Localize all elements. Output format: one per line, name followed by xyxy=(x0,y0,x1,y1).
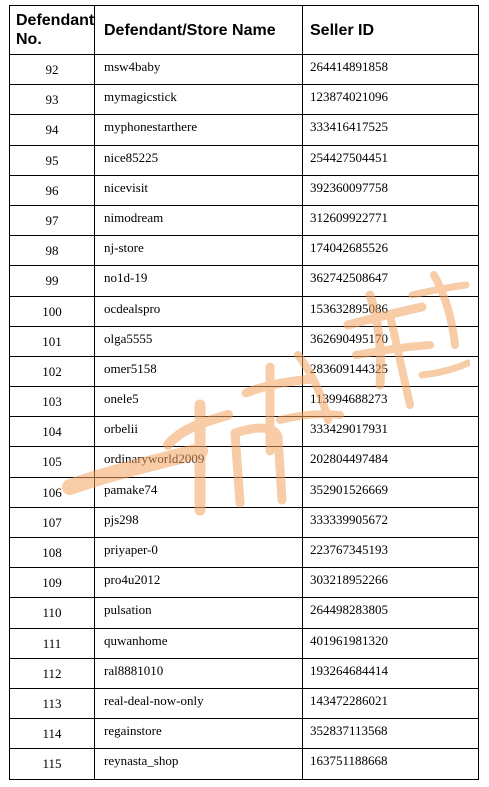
header-defendant-no xyxy=(10,6,95,55)
defendant-no-cell: 94 xyxy=(10,115,95,145)
defendant-no-cell: 112 xyxy=(10,658,95,688)
defendant-no-cell: 96 xyxy=(10,175,95,205)
defendant-no-cell: 103 xyxy=(10,387,95,417)
store-name-cell: nicevisit xyxy=(95,175,303,205)
defendant-no-cell: 107 xyxy=(10,507,95,537)
seller-id-cell: 283609144325 xyxy=(303,356,479,386)
table-row xyxy=(10,55,479,85)
table-row xyxy=(10,598,479,628)
store-name-cell: msw4baby xyxy=(95,55,303,85)
defendant-no-cell: 97 xyxy=(10,205,95,235)
store-name-cell: omer5158 xyxy=(95,356,303,386)
defendant-no-cell: 105 xyxy=(10,447,95,477)
seller-id-cell: 202804497484 xyxy=(303,447,479,477)
defendant-table xyxy=(9,5,479,780)
table-row xyxy=(10,477,479,507)
table-row xyxy=(10,296,479,326)
header-store-name: Defendant/Store Name xyxy=(95,6,303,55)
table-row xyxy=(10,236,479,266)
seller-id-cell: 223767345193 xyxy=(303,538,479,568)
defendant-no-cell: 93 xyxy=(10,85,95,115)
table-row xyxy=(10,568,479,598)
defendant-no-cell: 99 xyxy=(10,266,95,296)
table-body xyxy=(10,55,479,780)
store-name-cell: nj-store xyxy=(95,236,303,266)
seller-id-cell: 392360097758 xyxy=(303,175,479,205)
store-name-cell: nimodream xyxy=(95,205,303,235)
table-row xyxy=(10,538,479,568)
defendant-no-cell: 95 xyxy=(10,145,95,175)
table-row xyxy=(10,356,479,386)
store-name-cell: quwanhome xyxy=(95,628,303,658)
store-name-cell: olga5555 xyxy=(95,326,303,356)
seller-id-cell: 264414891858 xyxy=(303,55,479,85)
store-name-cell: ocdealspro xyxy=(95,296,303,326)
table-row xyxy=(10,417,479,447)
table-row xyxy=(10,719,479,749)
defendant-no-cell: 101 xyxy=(10,326,95,356)
defendant-no-cell: 109 xyxy=(10,568,95,598)
seller-id-cell: 352901526669 xyxy=(303,477,479,507)
store-name-cell: regainstore xyxy=(95,719,303,749)
seller-id-cell: 193264684414 xyxy=(303,658,479,688)
table-row xyxy=(10,387,479,417)
defendant-no-cell: 102 xyxy=(10,356,95,386)
store-name-cell: mymagicstick xyxy=(95,85,303,115)
seller-id-cell: 312609922771 xyxy=(303,205,479,235)
defendant-no-cell: 92 xyxy=(10,55,95,85)
table-row xyxy=(10,205,479,235)
seller-id-cell: 401961981320 xyxy=(303,628,479,658)
defendant-no-cell: 111 xyxy=(10,628,95,658)
seller-id-cell: 254427504451 xyxy=(303,145,479,175)
seller-id-cell: 174042685526 xyxy=(303,236,479,266)
table-row xyxy=(10,115,479,145)
store-name-cell: ordinaryworld2009 xyxy=(95,447,303,477)
store-name-cell: pjs298 xyxy=(95,507,303,537)
seller-id-cell: 352837113568 xyxy=(303,719,479,749)
store-name-cell: pulsation xyxy=(95,598,303,628)
store-name-cell: ral8881010 xyxy=(95,658,303,688)
table-row xyxy=(10,175,479,205)
table-row xyxy=(10,145,479,175)
defendant-no-cell: 98 xyxy=(10,236,95,266)
defendant-no-cell: 100 xyxy=(10,296,95,326)
defendant-no-cell: 104 xyxy=(10,417,95,447)
defendant-no-cell: 108 xyxy=(10,538,95,568)
defendant-no-cell: 114 xyxy=(10,719,95,749)
store-name-cell: priyaper-0 xyxy=(95,538,303,568)
store-name-cell: pro4u2012 xyxy=(95,568,303,598)
store-name-cell: real-deal-now-only xyxy=(95,688,303,718)
seller-id-cell: 123874021096 xyxy=(303,85,479,115)
header-seller-id: Seller ID xyxy=(303,6,479,55)
table-row xyxy=(10,688,479,718)
defendant-no-cell: 115 xyxy=(10,749,95,779)
store-name-cell: no1d-19 xyxy=(95,266,303,296)
seller-id-cell: 113994688273 xyxy=(303,387,479,417)
header-no-line1: Defendant xyxy=(16,12,95,29)
table-row xyxy=(10,658,479,688)
table-row xyxy=(10,326,479,356)
seller-id-cell: 362742508647 xyxy=(303,266,479,296)
table-row xyxy=(10,447,479,477)
seller-id-cell: 333429017931 xyxy=(303,417,479,447)
seller-id-cell: 303218952266 xyxy=(303,568,479,598)
store-name-cell: pamake74 xyxy=(95,477,303,507)
seller-id-cell: 163751188668 xyxy=(303,749,479,779)
seller-id-cell: 333416417525 xyxy=(303,115,479,145)
defendant-no-cell: 106 xyxy=(10,477,95,507)
table-row xyxy=(10,628,479,658)
seller-id-cell: 333339905672 xyxy=(303,507,479,537)
seller-id-cell: 362690495170 xyxy=(303,326,479,356)
store-name-cell: reynasta_shop xyxy=(95,749,303,779)
table-row xyxy=(10,507,479,537)
defendant-no-cell: 110 xyxy=(10,598,95,628)
seller-id-cell: 264498283805 xyxy=(303,598,479,628)
seller-id-cell: 153632895086 xyxy=(303,296,479,326)
table-row xyxy=(10,266,479,296)
seller-id-cell: 143472286021 xyxy=(303,688,479,718)
store-name-cell: orbelii xyxy=(95,417,303,447)
header-no-line2: No. xyxy=(16,31,42,48)
table-row xyxy=(10,749,479,779)
store-name-cell: myphonestarthere xyxy=(95,115,303,145)
store-name-cell: nice85225 xyxy=(95,145,303,175)
store-name-cell: onele5 xyxy=(95,387,303,417)
table-header-row xyxy=(10,6,479,55)
defendant-no-cell: 113 xyxy=(10,688,95,718)
table-row xyxy=(10,85,479,115)
